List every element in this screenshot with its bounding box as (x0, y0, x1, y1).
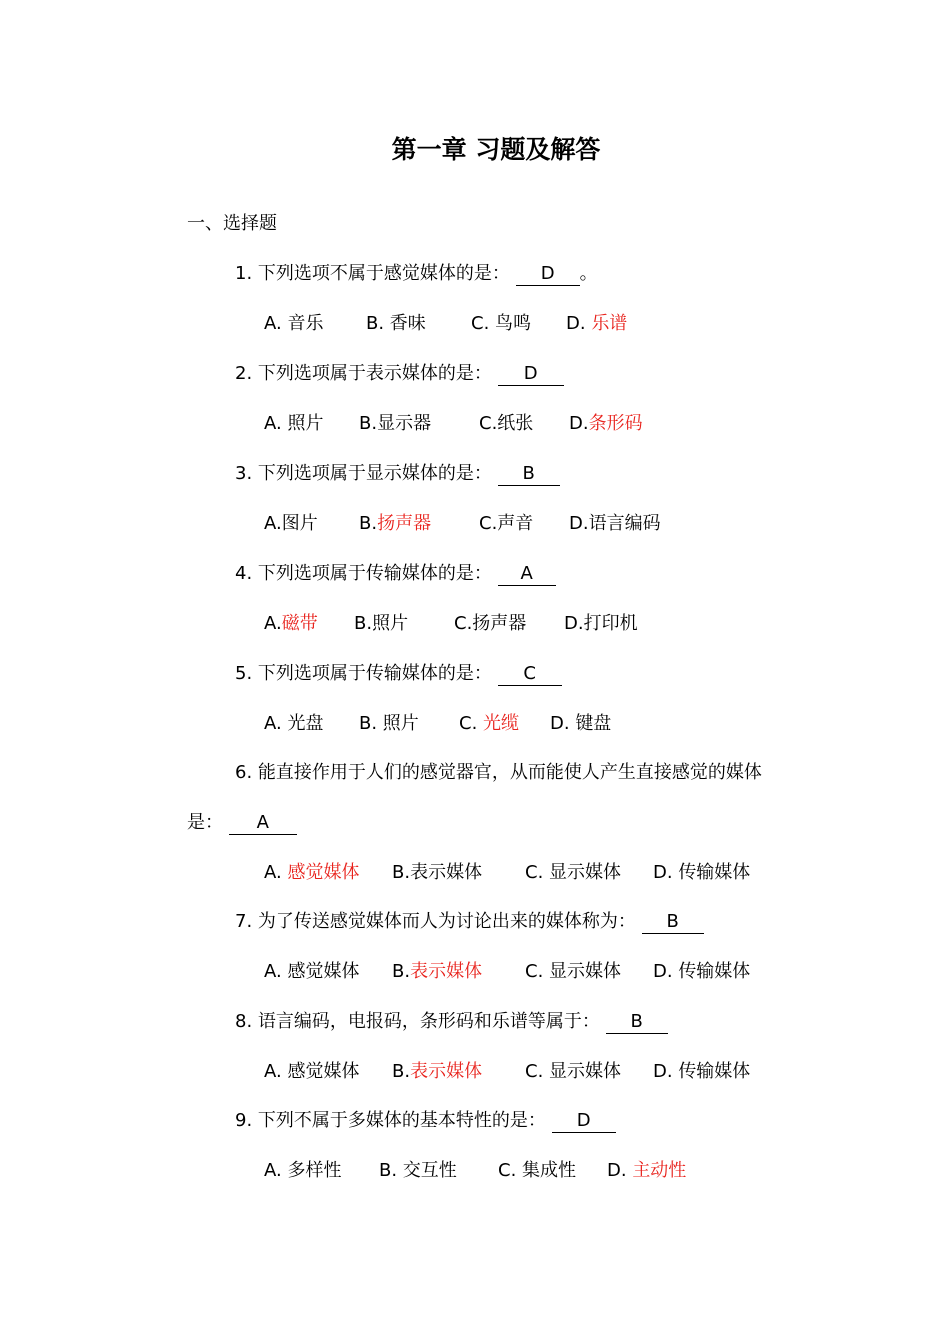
option-text: 条形码 (588, 413, 643, 434)
option-b (359, 510, 431, 538)
option-text: 乐谱 (591, 313, 628, 334)
question-7 (235, 908, 704, 936)
option-text: 感觉媒体 (287, 961, 360, 982)
option-text: 语言编码 (588, 513, 661, 534)
option-letter: C. (454, 613, 473, 634)
question-4-options (264, 610, 824, 638)
question-7-options (264, 958, 824, 986)
question-stem: 为了传送感觉媒体而人为讨论出来的媒体称为： (257, 911, 636, 932)
option-text: 磁带 (281, 613, 318, 634)
question-number: 9. (235, 1110, 258, 1131)
option-a (264, 958, 359, 986)
option-letter: C. (525, 961, 550, 982)
option-c (454, 610, 526, 638)
option-letter: C. (459, 713, 484, 734)
question-3-options (264, 510, 824, 538)
option-letter: B. (359, 713, 383, 734)
option-letter: B. (359, 413, 378, 434)
option-letter: A. (264, 1160, 288, 1181)
question-number: 3. (235, 463, 258, 484)
option-d (607, 1157, 686, 1185)
option-c (525, 859, 621, 887)
option-d (564, 610, 638, 638)
question-stem: 下列选项属于传输媒体的是： (257, 563, 492, 584)
option-text: 打印机 (583, 613, 638, 634)
question-2 (235, 360, 564, 388)
option-d (653, 859, 750, 887)
option-text: 传输媒体 (678, 862, 751, 883)
question-stem: 下列选项不属于感觉媒体的是： (257, 263, 510, 284)
question-number: 1. (235, 263, 258, 284)
option-c (459, 710, 519, 738)
question-stem: 下列选项属于显示媒体的是： (257, 463, 492, 484)
option-b (359, 410, 431, 438)
option-text: 集成性 (522, 1160, 577, 1181)
option-d (569, 510, 661, 538)
question-6-continued (187, 809, 297, 837)
answer-blank: A (229, 812, 297, 835)
option-letter: C. (525, 862, 550, 883)
answer-blank: C (498, 663, 562, 686)
option-text: 照片 (372, 613, 409, 634)
option-letter: B. (379, 1160, 403, 1181)
question-stem: 下列选项属于表示媒体的是： (257, 363, 492, 384)
option-letter: B. (392, 1061, 411, 1082)
option-d (550, 710, 611, 738)
option-d (566, 310, 627, 338)
option-b (392, 859, 482, 887)
answer-blank: D (552, 1110, 616, 1133)
option-a (264, 859, 359, 887)
option-text: 主动性 (632, 1160, 687, 1181)
answer-blank: B (642, 911, 704, 934)
option-letter: D. (653, 961, 679, 982)
question-4 (235, 560, 556, 588)
option-c (498, 1157, 576, 1185)
option-letter: B. (354, 613, 373, 634)
option-text: 键盘 (575, 713, 612, 734)
option-text: 显示媒体 (549, 961, 622, 982)
option-a (264, 1058, 359, 1086)
option-text: 感觉媒体 (287, 1061, 360, 1082)
option-letter: D. (569, 413, 589, 434)
answer-blank: A (498, 563, 556, 586)
option-text: 光盘 (287, 713, 324, 734)
section-heading: 一、选择题 (187, 213, 277, 234)
question-stem: 能直接作用于人们的感觉器官，从而能使人产生直接感觉的媒体 (257, 762, 762, 783)
question-end-punct: 。 (579, 263, 598, 284)
option-b (366, 310, 426, 338)
option-text: 香味 (389, 313, 426, 334)
option-text: 照片 (287, 413, 324, 434)
option-a (264, 1157, 341, 1185)
option-letter: D. (564, 613, 584, 634)
option-letter: C. (525, 1061, 550, 1082)
option-d (653, 958, 750, 986)
question-number: 8. (235, 1011, 258, 1032)
option-letter: B. (392, 961, 411, 982)
option-letter: C. (479, 413, 498, 434)
option-d (569, 410, 643, 438)
question-stem: 下列不属于多媒体的基本特性的是： (257, 1110, 546, 1131)
option-a (264, 710, 323, 738)
page-title: 第一章 习题及解答 (391, 135, 601, 164)
option-b (354, 610, 408, 638)
question-stem: 下列选项属于传输媒体的是： (257, 663, 492, 684)
option-text: 交互性 (402, 1160, 457, 1181)
question-5 (235, 660, 562, 688)
question-9 (235, 1107, 616, 1135)
option-letter: A. (264, 513, 282, 534)
option-text: 显示器 (377, 413, 432, 434)
option-text: 光缆 (483, 713, 520, 734)
question-6 (235, 759, 762, 787)
option-text: 传输媒体 (678, 961, 751, 982)
option-letter: A. (264, 713, 288, 734)
option-text: 音乐 (287, 313, 324, 334)
option-letter: D. (569, 513, 589, 534)
option-letter: C. (479, 513, 498, 534)
option-text: 多样性 (287, 1160, 342, 1181)
option-d (653, 1058, 750, 1086)
question-5-options (264, 710, 824, 738)
option-text: 显示媒体 (549, 862, 622, 883)
option-a (264, 610, 318, 638)
option-text: 表示媒体 (410, 961, 483, 982)
question-2-options (264, 410, 824, 438)
answer-blank: D (516, 263, 580, 286)
option-letter: D. (566, 313, 592, 334)
option-text: 传输媒体 (678, 1061, 751, 1082)
option-letter: A. (264, 413, 288, 434)
answer-blank: D (498, 363, 564, 386)
option-letter: D. (653, 862, 679, 883)
option-c (479, 510, 533, 538)
option-b (359, 710, 419, 738)
option-letter: D. (653, 1061, 679, 1082)
question-stem-continued: 是： (187, 812, 223, 833)
option-a (264, 310, 323, 338)
option-c (479, 410, 533, 438)
option-c (525, 958, 621, 986)
option-text: 图片 (281, 513, 318, 534)
option-text: 扬声器 (472, 613, 527, 634)
option-text: 纸张 (497, 413, 534, 434)
question-number: 7. (235, 911, 258, 932)
option-letter: D. (550, 713, 576, 734)
option-letter: C. (498, 1160, 523, 1181)
question-1 (235, 260, 598, 288)
option-a (264, 410, 323, 438)
option-letter: A. (264, 862, 288, 883)
option-text: 表示媒体 (410, 862, 483, 883)
option-text: 声音 (497, 513, 534, 534)
option-text: 表示媒体 (410, 1061, 483, 1082)
question-6-options (264, 859, 824, 887)
option-letter: B. (366, 313, 390, 334)
option-letter: B. (392, 862, 411, 883)
option-b (379, 1157, 457, 1185)
answer-blank: B (498, 463, 560, 486)
option-letter: A. (264, 313, 288, 334)
option-b (392, 958, 482, 986)
option-c (525, 1058, 621, 1086)
option-letter: A. (264, 1061, 288, 1082)
option-letter: A. (264, 961, 288, 982)
question-1-options (264, 310, 824, 338)
question-number: 5. (235, 663, 258, 684)
option-letter: C. (471, 313, 496, 334)
question-3 (235, 460, 560, 488)
option-c (471, 310, 531, 338)
question-number: 6. (235, 762, 258, 783)
question-8 (235, 1008, 668, 1036)
option-text: 感觉媒体 (287, 862, 360, 883)
option-text: 显示媒体 (549, 1061, 622, 1082)
question-stem: 语言编码，电报码，条形码和乐谱等属于： (257, 1011, 600, 1032)
option-b (392, 1058, 482, 1086)
question-8-options (264, 1058, 824, 1086)
option-text: 扬声器 (377, 513, 432, 534)
option-letter: B. (359, 513, 378, 534)
option-text: 鸟鸣 (495, 313, 532, 334)
answer-blank: B (606, 1011, 668, 1034)
option-letter: D. (607, 1160, 633, 1181)
question-number: 2. (235, 363, 258, 384)
option-a (264, 510, 318, 538)
question-number: 4. (235, 563, 258, 584)
option-text: 照片 (382, 713, 419, 734)
question-9-options (264, 1157, 824, 1185)
option-letter: A. (264, 613, 282, 634)
